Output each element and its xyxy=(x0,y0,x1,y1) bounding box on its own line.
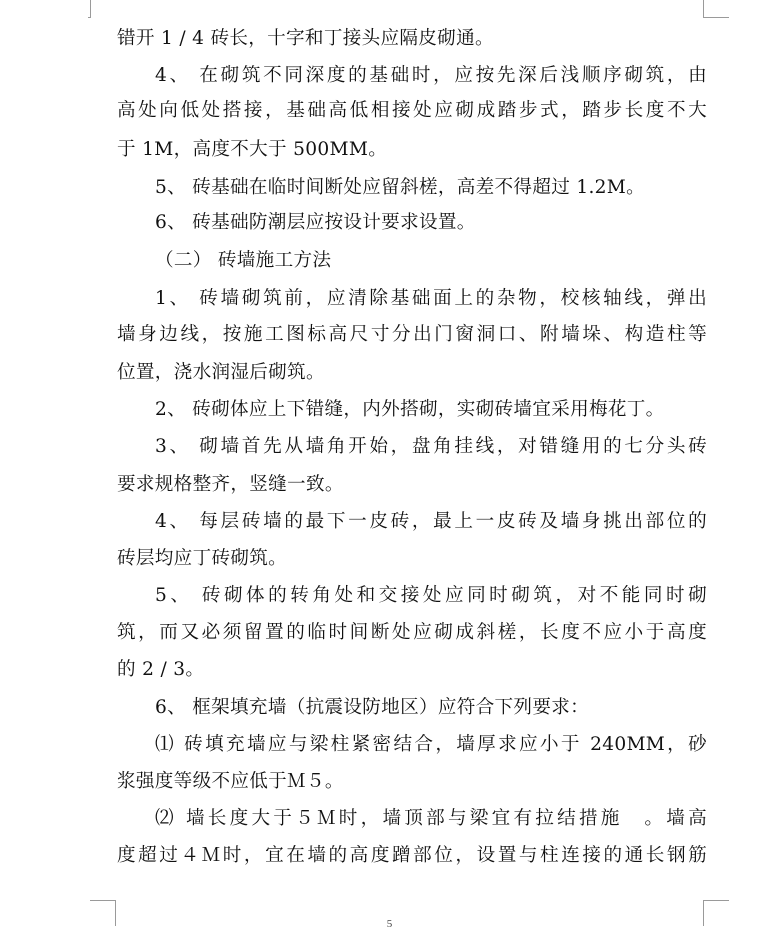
text-line: 的 2 / 3。 xyxy=(117,659,205,680)
text-line: 浆强度等级不应低于Ｍ５。 xyxy=(117,771,344,792)
crop-mark-bottom-right-horizontal xyxy=(703,900,729,901)
text-line: 砖层均应丁砖砌筑。 xyxy=(117,548,288,569)
text-line: 筑，而又必须留置的临时间断处应砌成斜槎，长度不应小于高度 xyxy=(117,622,707,643)
text-line: 度超过４Ｍ时，宜在墙的高度蹭部位，设置与柱连接的通长钢筋 xyxy=(117,845,707,866)
page-number: 5 xyxy=(386,918,393,930)
text-line: 5、 砖砌体的转角处和交接处应同时砌筑，对不能同时砌 xyxy=(155,585,707,606)
text-line: ⑵ 墙长度大于５Ｍ时，墙顶部与梁宜有拉结措施 。墙高 xyxy=(155,808,707,829)
text-line: 要求规格整齐，竖缝一致。 xyxy=(117,474,344,495)
crop-mark-top-left-horizontal xyxy=(88,17,91,18)
crop-mark-bottom-left-horizontal xyxy=(90,900,116,901)
text-line: 4、 在砌筑不同深度的基础时，应按先深后浅顺序砌筑，由 xyxy=(155,65,707,86)
section-heading: （二） 砖墙施工方法 xyxy=(155,250,332,271)
text-line: 1、 砖墙砌筑前，应清除基础面上的杂物，校核轴线，弹出 xyxy=(155,288,707,309)
text-line: 2、 砖砌体应上下错缝，内外搭砌，实砌砖墙宜采用梅花丁。 xyxy=(155,399,665,420)
text-line: 于 1M，高度不大于 500MM。 xyxy=(117,139,388,160)
text-line: 错开 1 / 4 砖长，十字和丁接头应隔皮砌通。 xyxy=(117,28,494,49)
crop-mark-top-right-vertical xyxy=(703,0,704,18)
text-line: 6、 砖基础防潮层应按设计要求设置。 xyxy=(155,212,476,233)
text-line: 高处向低处搭接，基础高低相接处应砌成踏步式，踏步长度不大 xyxy=(117,100,707,121)
crop-mark-top-right-horizontal xyxy=(703,17,729,18)
text-line: 墙身边线，按施工图标高尺寸分出门窗洞口、附墙垛、构造柱等 xyxy=(117,324,707,345)
text-line: 5、 砖基础在临时间断处应留斜槎，高差不得超过 1.2M。 xyxy=(155,177,646,198)
crop-mark-top-left-vertical xyxy=(90,0,91,18)
text-line: ⑴ 砖填充墙应与梁柱紧密结合，墙厚求应小于 240MM，砂 xyxy=(155,734,707,755)
text-line: 位置，浇水润湿后砌筑。 xyxy=(117,362,325,383)
text-line: 6、 框架填充墙（抗震设防地区）应符合下列要求： xyxy=(155,697,590,718)
text-line: 3、 砌墙首先从墙角开始，盘角挂线，对错缝用的七分头砖 xyxy=(155,436,707,457)
text-line: 4、 每层砖墙的最下一皮砖，最上一皮砖及墙身挑出部位的 xyxy=(155,511,707,532)
